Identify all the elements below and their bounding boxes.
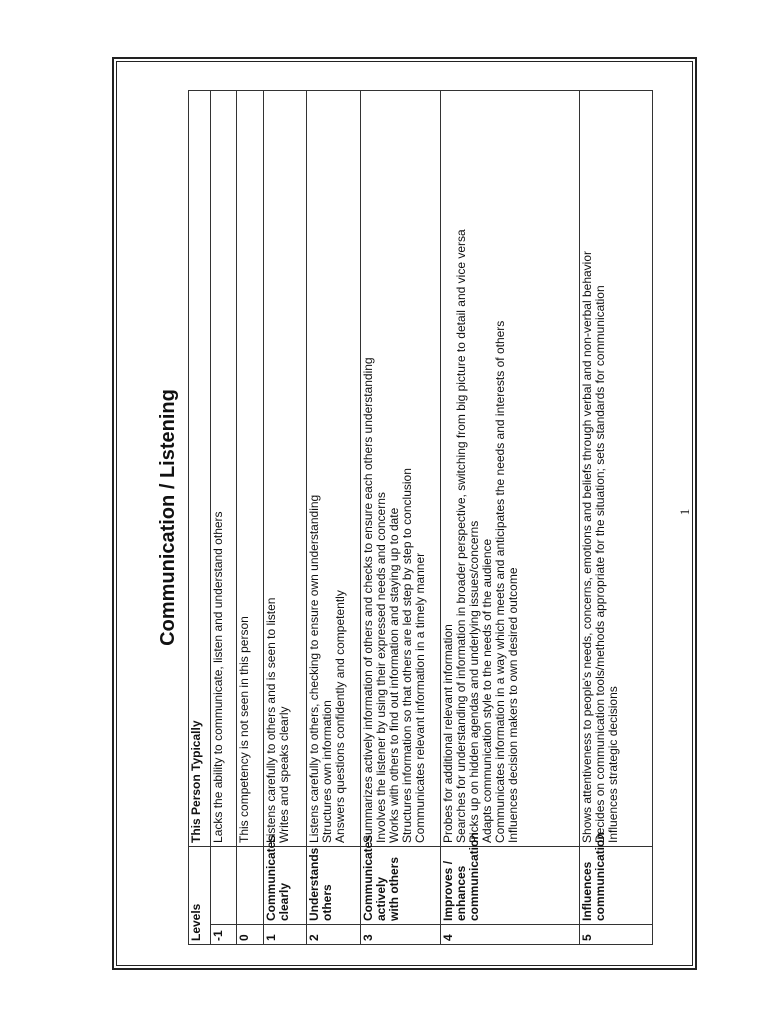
- level-number: 5: [580, 925, 653, 945]
- description-line: Influences decision makers to own desired outcome: [506, 567, 520, 843]
- level-number: -1: [211, 925, 237, 945]
- description-line: Answers questions confidently and competently: [333, 590, 347, 843]
- description-line: Summarizes actively information of others and checks to ensure each others understanding: [361, 357, 375, 843]
- description-line: Shows attentiveness to people's needs, concerns, emotions and beliefs through verbal and non-verbal behavior: [580, 250, 594, 843]
- table-header-row: [189, 91, 211, 945]
- level-number: 1: [264, 925, 307, 945]
- description-line: Communicates information in a way which meets and anticipates the needs and interests of others: [493, 320, 507, 843]
- level-description: [307, 91, 361, 847]
- level-description: [441, 91, 580, 847]
- level-description: [580, 91, 653, 847]
- level-number: 4: [441, 925, 580, 945]
- document-title: Communication / Listening: [157, 389, 179, 646]
- table-row: [211, 91, 237, 945]
- level-description: [237, 91, 264, 847]
- description-line: Listens carefully to others, checking to ensure own understanding: [307, 494, 321, 843]
- level-number: 3: [361, 925, 441, 945]
- table-row: [580, 91, 653, 945]
- description-line: Lacks the ability to communicate, listen and understand others: [211, 511, 225, 843]
- table-row: [264, 91, 307, 945]
- page-number: 1: [677, 508, 692, 516]
- level-number: 0: [237, 925, 264, 945]
- level-name: [211, 846, 237, 924]
- level-description: [211, 91, 237, 847]
- description-header: This Person Typically: [189, 91, 211, 847]
- level-name: Understands others: [307, 846, 361, 924]
- description-line: Structures information so that others are led step by step to conclusion: [400, 468, 414, 843]
- rotated-page-content: [148, 90, 652, 945]
- levels-header: Levels: [189, 846, 211, 944]
- description-line: Picks up on hidden agendas and underlying issues/concerns: [467, 520, 481, 843]
- level-name: Communicates actively with others: [361, 846, 441, 924]
- table-row: [307, 91, 361, 945]
- description-line: Adapts communication style to the needs of the audience: [480, 538, 494, 843]
- level-description: [264, 91, 307, 847]
- competency-table: [188, 90, 653, 945]
- description-line: Communicates relevant information in a timely manner: [413, 552, 427, 843]
- description-line: Writes and speaks clearly: [277, 706, 291, 843]
- level-description: [361, 91, 441, 847]
- description-line: Listens carefully to others and is seen to listen: [264, 597, 278, 843]
- description-line: Searches for understanding of information in broader perspective, switching from big picture to detail and vice versa: [454, 229, 468, 843]
- description-line: Works with others to find out information and staying up to date: [387, 507, 401, 843]
- level-number: 2: [307, 925, 361, 945]
- description-line: Structures own information: [320, 700, 334, 843]
- table-row: [441, 91, 580, 945]
- description-line: This competency is not seen in this person: [237, 616, 251, 843]
- level-name: Communicates clearly: [264, 846, 307, 924]
- description-line: Influences strategic decisions: [606, 686, 620, 843]
- level-name: Improves / enhances communication: [441, 846, 580, 924]
- level-name: Influences communication: [580, 846, 653, 924]
- description-line: Decides on communication tools/methods appropriate for the situation; sets standards for communication: [593, 285, 607, 843]
- table-row: [237, 91, 264, 945]
- description-line: Probes for additional relevant information: [441, 624, 455, 843]
- table-row: [361, 91, 441, 945]
- description-line: Involves the listener by using their expressed needs and concerns: [374, 492, 388, 843]
- level-name: [237, 846, 264, 924]
